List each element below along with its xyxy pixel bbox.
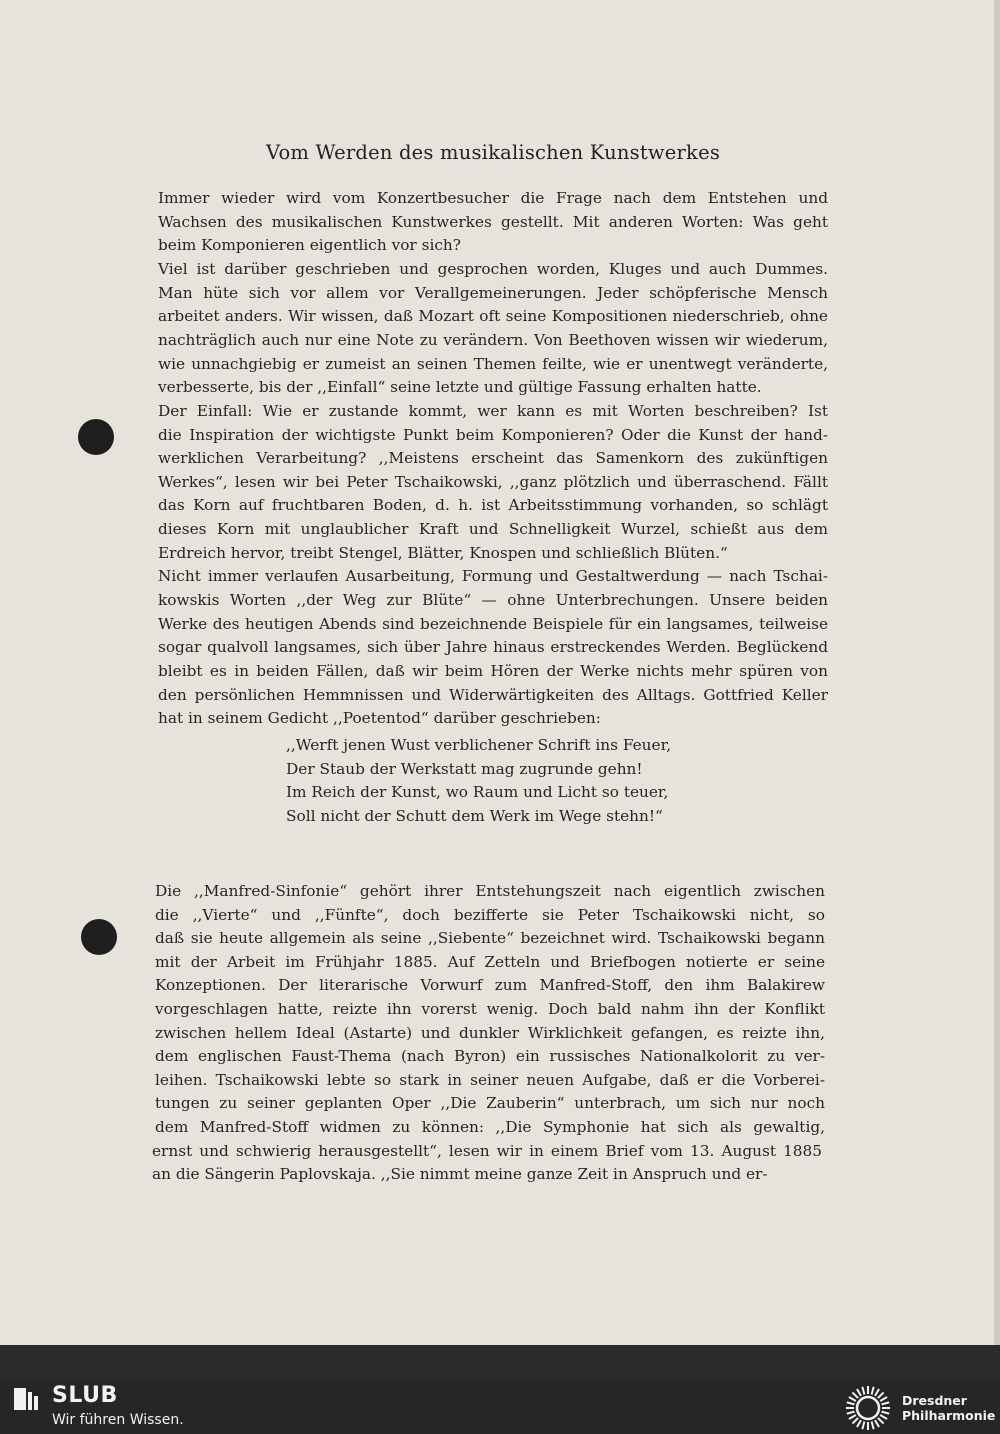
sun-ray [852,1418,858,1424]
philharmonie-name: Dresdner [902,1393,967,1408]
sun-ray [857,1389,861,1396]
text-line: Erdreich hervor, treibt Stengel, Blätter, Knospen und schließlich Blüten.“ [158,543,728,562]
text-line: die ,,Vierte“ und ,,Fünfte“, doch bezifferte sie Peter Tschaikowski nicht, so [155,905,825,924]
text-line: Wachsen des musikalischen Kunstwerkes gestellt. Mit anderen Worten: Was geht [158,212,828,231]
text-line: Immer wieder wird vom Konzertbesucher die Frage nach dem Entstehen und [158,189,828,207]
sun-ray [849,1397,856,1401]
text-line: vorgeschlagen hatte, reizte ihn vorerst wenig. Doch bald nahm ihn der Konflikt [155,1000,825,1018]
text-line: das Korn auf fruchtbaren Boden, d. h. ist Arbeitsstimmung vorhanden, so schlägt [158,496,828,515]
sun-ray [849,1415,856,1419]
text-line: kowskis Worten ,,der Weg zur Blüte“ — ohne Unterbrechungen. Unsere beiden [158,591,828,610]
text-line: sogar qualvoll langsames, sich über Jahre hinaus erstreckendes Werden. Beglückend [158,638,828,657]
text-line: dieses Korn mit unglaublicher Kraft und Schnelligkeit Wurzel, schießt aus dem [158,520,828,539]
sun-ray [882,1402,890,1404]
text-line: bleibt es in beiden Fällen, daß wir beim Hören der Werke nichts mehr spüren von [158,662,828,680]
text-line: den persönlichen Hemmnissen und Widerwärtigkeiten des Alltags. Gottfried Keller [158,685,828,704]
punch-hole [81,919,117,955]
sun-ray [862,1387,864,1395]
sun-ray [882,1412,890,1414]
text-line: Der Einfall: Wie er zustande kommt, wer kann es mit Worten beschreiben? Ist [158,401,828,420]
text-line: nachträglich auch nur eine Note zu verändern. Von Beethoven wissen wir wiederum, [158,330,828,349]
sun-ray [878,1418,884,1424]
punch-hole [78,419,114,455]
text-line: Viel ist darüber geschrieben und gesprochen worden, Kluges und auch Dummes. [158,259,828,278]
sun-ray [847,1402,855,1404]
text-line: daß sie heute allgemein als seine ,,Siebente“ bezeichnet wird. Tschaikowski begann [155,929,825,948]
sun-ray [852,1392,858,1398]
text-line: ernst und schwierig herausgestellt“, lesen wir in einem Brief vom 13. August 1885 [152,1141,822,1160]
verse-line: Im Reich der Kunst, wo Raum und Licht so teuer, [286,783,669,801]
slub-logo-text: SLUB [52,1383,118,1408]
text-line: tungen zu seiner geplanten Oper ,,Die Zauberin“ unterbrach, um sich nur noch [155,1094,825,1113]
text-line: Nicht immer verlaufen Ausarbeitung, Formung und Gestaltwerdung — nach Tschai- [158,567,828,586]
page-title: Vom Werden des musikalischen Kunstwerkes [265,141,721,164]
text-line: arbeitet anders. Wir wissen, daß Mozart oft seine Kompositionen niederschrieb, ohne [158,307,828,326]
text-line: beim Komponieren eigentlich vor sich? [158,236,461,255]
text-line: Konzeptionen. Der literarische Vorwurf zum Manfred-Stoff, den ihm Balakirew [155,976,825,995]
verse-line: Der Staub der Werkstatt mag zugrunde gehn! [286,759,643,778]
footer-bar [0,1381,1000,1434]
text-line: Werke des heutigen Abends sind bezeichnende Beispiele für ein langsames, teilweise [158,614,828,633]
philharmonie-sun-icon [842,1384,894,1432]
sun-ray [878,1392,884,1398]
text-line: dem englischen Faust-Thema (nach Byron) ein russisches Nationalkolorit zu ver- [155,1047,825,1066]
text-line: Werkes“, lesen wir bei Peter Tschaikowski, ,,ganz plötzlich und überraschend. Fällt [158,472,828,491]
sun-ray [872,1422,874,1430]
text-line: Man hüte sich vor allem vor Verallgemeinerungen. Jeder schöpferische Mensch [158,283,828,302]
text-line: zwischen hellem Ideal (Astarte) und dunkler Wirklichkeit gefangen, es reizte ihn, [155,1023,825,1042]
verse-line: ,,Werft jenen Wust verblichener Schrift ins Feuer, [286,736,672,754]
slub-tagline: Wir führen Wissen. [52,1412,184,1428]
text-line: an die Sängerin Paplovskaja. ,,Sie nimmt meine ganze Zeit in Anspruch und er- [152,1165,768,1184]
sun-ray [847,1412,855,1414]
text-line: leihen. Tschaikowski lebte so stark in seiner neuen Aufgabe, daß er die Vorberei- [155,1070,825,1089]
text-line: hat in seinem Gedicht ,,Poetentod“ darüber geschrieben: [158,709,601,728]
text-line: werklichen Verarbeitung? ,,Meistens erscheint das Samenkorn des zukünftigen [158,449,828,468]
sun-ray [857,1420,861,1427]
text-line: mit der Arbeit im Frühjahr 1885. Auf Zetteln und Briefbogen notierte er seine [155,952,825,971]
slub-book-icon [12,1386,42,1412]
verse-line: Soll nicht der Schutt dem Werk im Wege stehn!“ [286,806,663,825]
sun-ray [862,1422,864,1430]
text-line: dem Manfred-Stoff widmen zu können: ,,Die Symphonie hat sich als gewaltig, [155,1118,825,1136]
sun-ray [880,1415,887,1419]
text-line: Die ,,Manfred-Sinfonie“ gehört ihrer Entstehungszeit nach eigentlich zwischen [155,882,825,900]
philharmonie-name: Philharmonie [902,1408,996,1423]
scan-border [0,1345,1000,1381]
sun-ray [875,1420,879,1427]
sun-ray [872,1387,874,1395]
sun-ray [875,1389,879,1396]
text-line: verbesserte, bis der ,,Einfall“ seine letzte und gültige Fassung erhalten hatte. [158,378,762,397]
text-line: wie unnachgiebig er zumeist an seinen Themen feilte, wie er unentwegt veränderte, [158,354,828,373]
text-line: die Inspiration der wichtigste Punkt beim Komponieren? Oder die Kunst der hand- [158,425,828,444]
sun-ray [880,1397,887,1401]
